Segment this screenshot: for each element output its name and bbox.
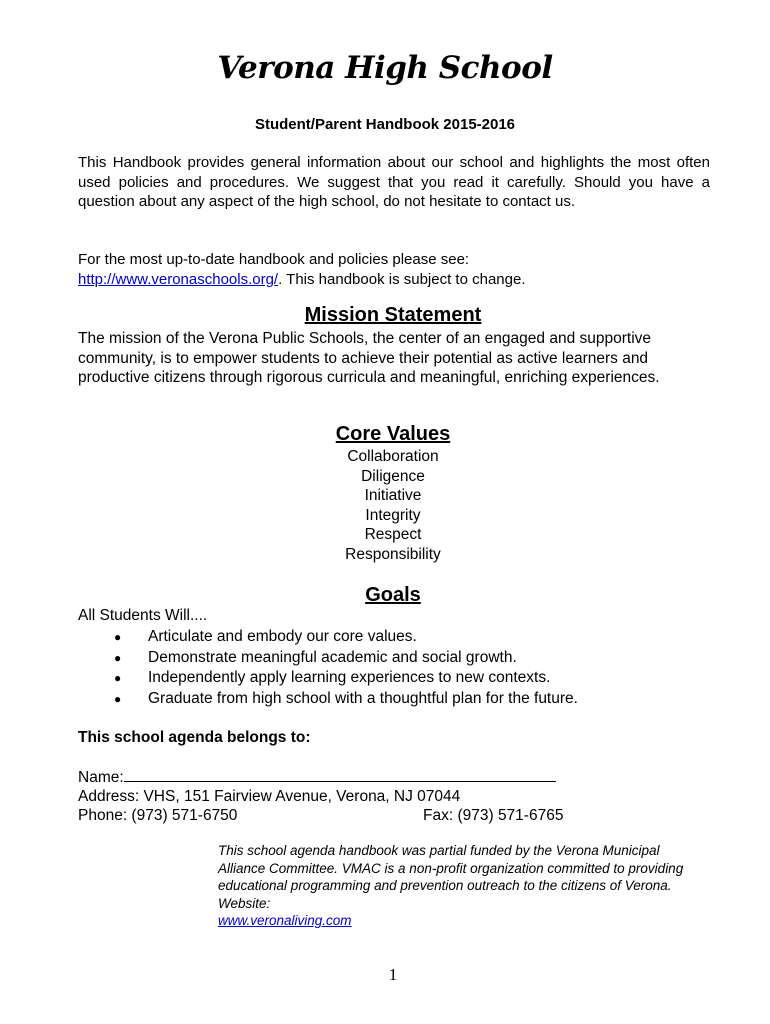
intro-paragraph: This Handbook provides general information about our school and highlights the most often used policies and procedures. We suggest that you read it carefully. Should you have a question about any aspect of the high school, do not hesitate to contact us. [78,154,710,210]
core-values-list [0,447,770,564]
agenda-belongs-label: This school agenda belongs to: [78,729,311,746]
policies-text: For the most up-to-date handbook and policies please see: [78,251,470,268]
bullet-icon: ● [114,650,122,665]
page-subtitle: Student/Parent Handbook 2015-2016 [254,116,516,133]
goal-item [78,627,578,648]
bullet-icon: ● [114,691,122,706]
core-value-item: Responsibility [345,545,441,563]
policies-paragraph [78,250,710,289]
page-number: 1 [388,965,398,984]
veronaliving-link[interactable]: www.veronaliving.com [218,913,352,928]
name-blank-line [124,767,556,782]
mission-text: The mission of the Verona Public Schools, the center of an engaged and supportive community, is to empower students to achieve their potential as active learners and productive citizens through rigorous curricula and meaningful, enriching experiences. [78,330,660,386]
contact-block [78,767,638,826]
policies-suffix: . This handbook is subject to change. [278,270,526,288]
mission-heading: Mission Statement [304,304,482,326]
goal-text: Demonstrate meaningful academic and social growth. [148,648,517,666]
goal-item [78,648,578,669]
goals-intro: All Students Will.... [78,607,208,624]
goals-list [78,627,578,709]
bullet-icon: ● [114,630,122,644]
goal-text: Graduate from high school with a thoughtful plan for the future. [148,689,578,707]
funding-note-text: This school agenda handbook was partial funded by the Verona Municipal Alliance Committee. VMAC is a non-profit organization committed to providing educational programming and prevention outreach to the citizens of Verona. Website: [218,843,684,911]
phone-fax-line [78,806,638,826]
core-values-heading: Core Values [335,423,451,445]
goals-heading: Goals [365,584,421,606]
goal-text: Articulate and embody our core values. [148,628,417,645]
page-title: Verona High School [217,50,553,86]
name-label: Name: [78,769,124,786]
goal-item [78,668,578,689]
core-value-item: Initiative [364,487,422,504]
address-line: Address: VHS, 151 Fairview Avenue, Verona, NJ 07044 [78,787,461,805]
core-value-item: Respect [364,526,422,543]
core-value-item: Diligence [361,467,425,485]
goal-item [78,689,578,710]
phone-number: Phone: (973) 571-6750 [78,807,238,824]
funding-note [218,842,708,930]
fax-number: Fax: (973) 571-6765 [423,807,564,824]
core-value-item: Integrity [365,506,421,524]
core-value-item: Collaboration [347,448,439,465]
goal-text: Independently apply learning experiences to new contexts. [148,669,551,686]
name-line [78,767,638,787]
bullet-icon: ● [114,671,122,685]
veronaschools-link[interactable]: http://www.veronaschools.org/ [78,270,279,288]
